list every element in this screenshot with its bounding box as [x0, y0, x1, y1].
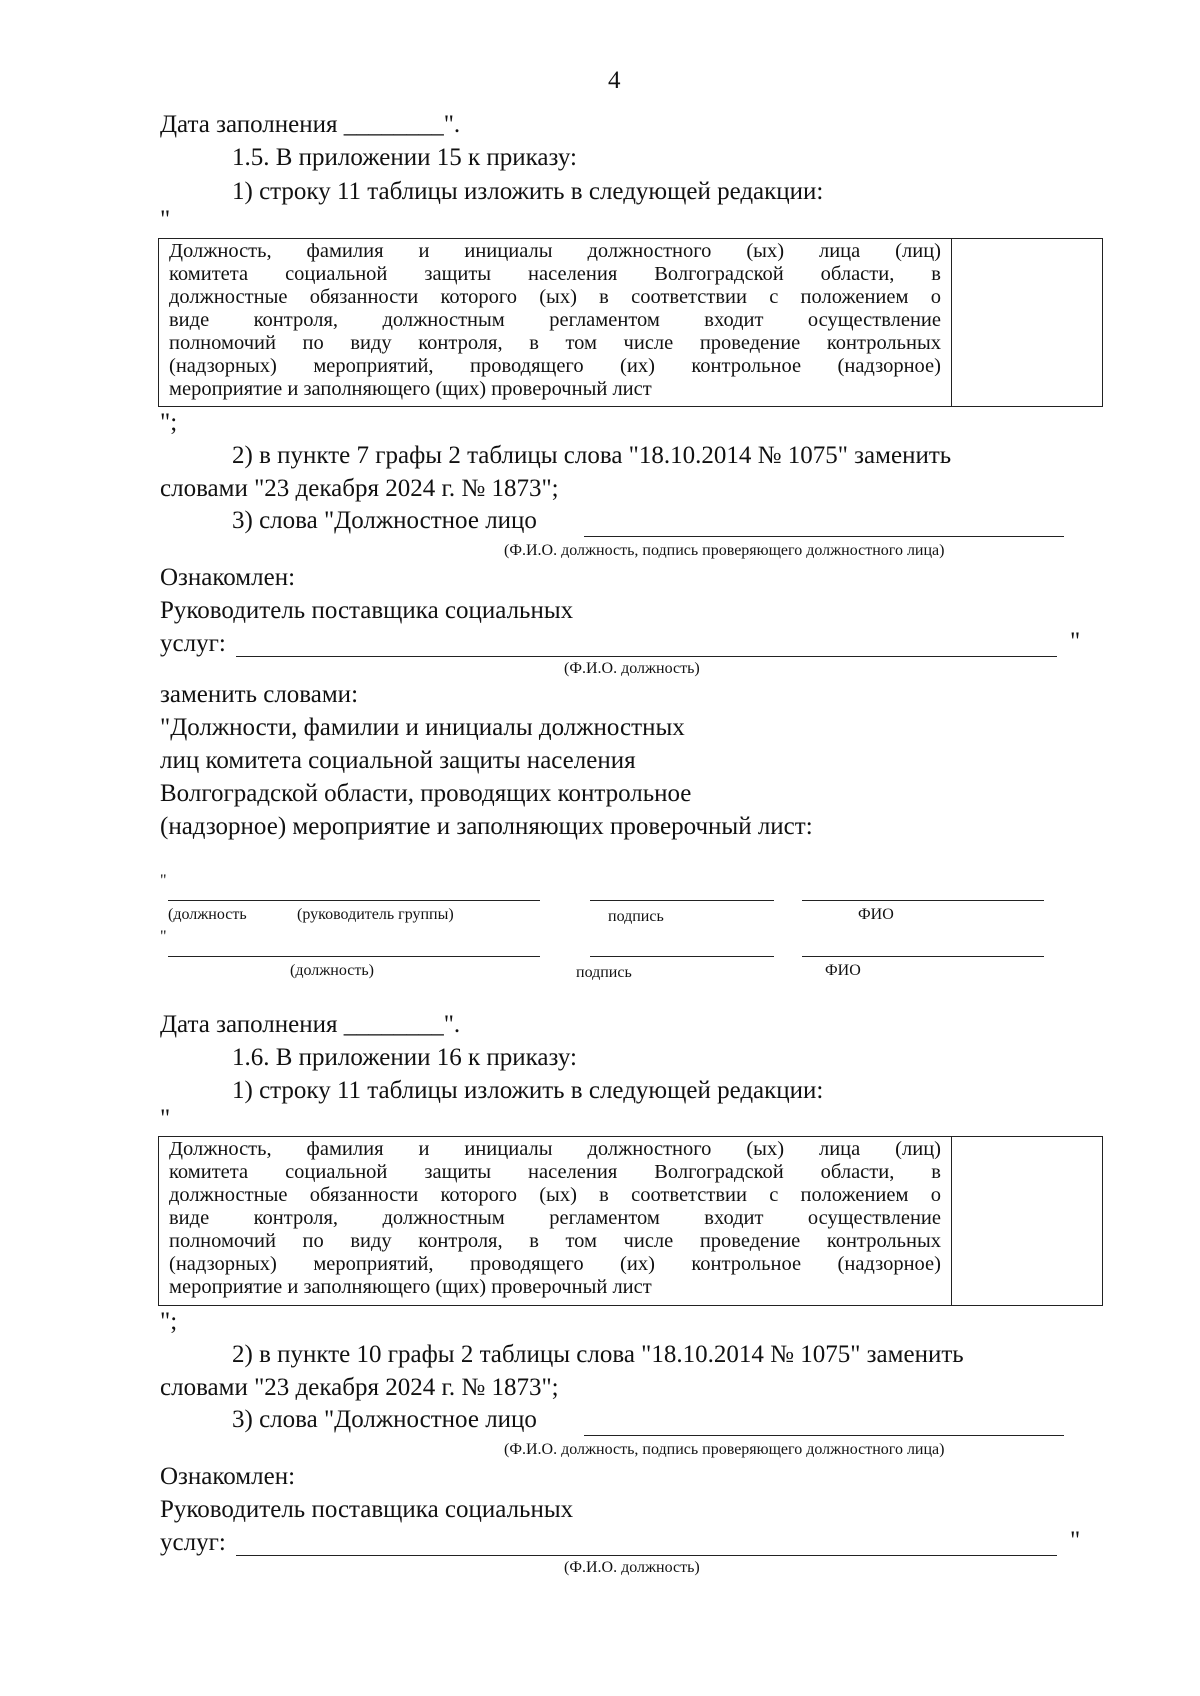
table-cell-description — [159, 1137, 952, 1305]
official-caption: (Ф.И.О. должность, подпись проверяющего должностного лица) — [504, 1441, 945, 1458]
official-caption: (Ф.И.О. должность, подпись проверяющего должностного лица) — [504, 542, 945, 559]
sig-caption-signature: подпись — [576, 964, 632, 981]
quote-close-mark: "; — [160, 1308, 178, 1335]
section-16-item1: 1) строку 11 таблицы изложить в следующей редакции: — [232, 1077, 824, 1104]
section-15-item2-line1: 2) в пункте 7 графы 2 таблицы слова "18.10.2014 № 1075" заменить — [232, 442, 952, 469]
head-signature-line — [236, 1555, 1057, 1556]
new-text-line: "Должности, фамилии и инициалы должностных — [160, 714, 685, 741]
section-15-item3: 3) слова "Должностное лицо — [232, 507, 537, 534]
section-16-heading: 1.6. В приложении 16 к приказу: — [232, 1044, 577, 1071]
head-label-line2: услуг: — [160, 1529, 226, 1556]
date-fill-line: Дата заполнения ________". — [160, 111, 461, 138]
table-line: виде контроля, должностным регламентом входит осуществление — [169, 1207, 941, 1229]
position-line — [168, 956, 540, 957]
table-cell-description — [159, 239, 952, 406]
sig-caption-position: (должность — [168, 906, 247, 923]
new-text-line: (надзорное) мероприятие и заполняющих проверочный лист: — [160, 813, 813, 840]
official-signature-line — [584, 536, 1064, 537]
page-number: 4 — [608, 67, 621, 94]
section-16-item3: 3) слова "Должностное лицо — [232, 1406, 537, 1433]
table-line: (надзорных) мероприятий, проводящего (их) контрольное (надзорное) — [169, 355, 941, 377]
table-line: Должность, фамилия и инициалы должностного (ых) лица (лиц) — [169, 1138, 941, 1160]
section-15-heading: 1.5. В приложении 15 к приказу: — [232, 144, 577, 171]
quote-open-mark: " — [160, 206, 171, 233]
table-row-11-section-16 — [158, 1136, 1103, 1306]
table-line: мероприятие и заполняющего (щих) проверочный лист — [169, 1276, 652, 1298]
table-line: комитета социальной защиты населения Волгоградской области, в — [169, 263, 941, 285]
official-signature-line — [584, 1435, 1064, 1436]
acquainted-label: Ознакомлен: — [160, 564, 296, 591]
sig-caption-name: ФИО — [858, 906, 894, 923]
head-label-line2: услуг: — [160, 630, 226, 657]
name-line — [802, 956, 1044, 957]
sig-caption-position: (должность) — [290, 962, 374, 979]
date-fill-line: Дата заполнения ________". — [160, 1011, 461, 1038]
signature-line — [590, 956, 774, 957]
section-16-item2-line1: 2) в пункте 10 графы 2 таблицы слова "18.10.2014 № 1075" заменить — [232, 1341, 964, 1368]
quote-mark: " — [1070, 1527, 1081, 1554]
section-15-item1: 1) строку 11 таблицы изложить в следующей редакции: — [232, 178, 824, 205]
table-row-11-section-15 — [158, 238, 1103, 407]
acquainted-label: Ознакомлен: — [160, 1463, 296, 1490]
head-signature-line — [236, 656, 1057, 657]
sig-caption-name: ФИО — [825, 962, 861, 979]
table-line: мероприятие и заполняющего (щих) проверочный лист — [169, 378, 652, 400]
table-line: (надзорных) мероприятий, проводящего (их) контрольное (надзорное) — [169, 1253, 941, 1275]
new-text-line: лиц комитета социальной защиты населения — [160, 747, 636, 774]
replace-with-label: заменить словами: — [160, 681, 359, 708]
sig-caption-role: (руководитель группы) — [297, 906, 454, 923]
table-line: Должность, фамилия и инициалы должностного (ых) лица (лиц) — [169, 240, 941, 262]
table-line: полномочий по виду контроля, в том числе проведение контрольных — [169, 1230, 941, 1252]
sig-caption-signature: подпись — [608, 908, 664, 925]
table-line: полномочий по виду контроля, в том числе проведение контрольных — [169, 332, 941, 354]
quote-mark: " — [1070, 628, 1081, 655]
quote-open-mark: " — [160, 1105, 171, 1132]
head-label-line1: Руководитель поставщика социальных — [160, 597, 574, 624]
section-16-item2-line2: словами "23 декабря 2024 г. № 1873"; — [160, 1374, 559, 1401]
signature-line — [590, 900, 774, 901]
table-line: должностные обязанности которого (ых) в соответствии с положением о — [169, 286, 941, 308]
position-line — [168, 900, 540, 901]
name-line — [802, 900, 1044, 901]
table-line: комитета социальной защиты населения Волгоградской области, в — [169, 1161, 941, 1183]
new-text-line: Волгоградской области, проводящих контрольное — [160, 780, 692, 807]
head-caption: (Ф.И.О. должность) — [564, 1559, 700, 1576]
quote-mark: " — [160, 872, 167, 889]
table-line: виде контроля, должностным регламентом входит осуществление — [169, 309, 941, 331]
section-15-item2-line2: словами "23 декабря 2024 г. № 1873"; — [160, 475, 559, 502]
quote-close-mark: "; — [160, 409, 178, 436]
table-line: должностные обязанности которого (ых) в соответствии с положением о — [169, 1184, 941, 1206]
head-caption: (Ф.И.О. должность) — [564, 660, 700, 677]
quote-mark: " — [160, 928, 167, 945]
head-label-line1: Руководитель поставщика социальных — [160, 1496, 574, 1523]
